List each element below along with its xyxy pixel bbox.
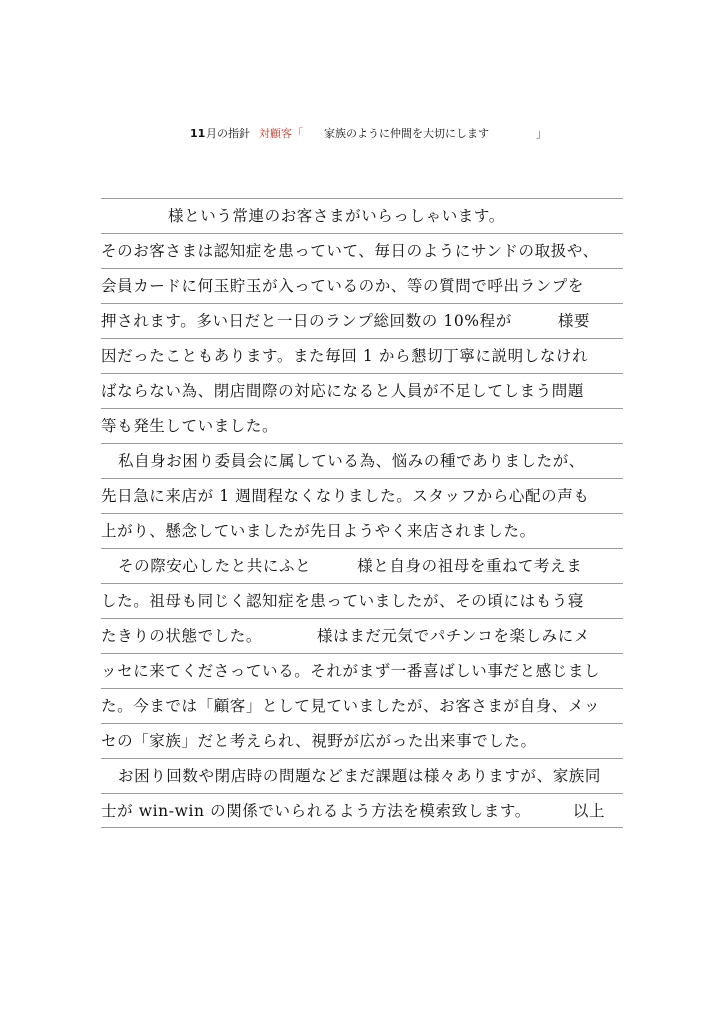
line-segment: た。今までは「顧客」として見ていましたが、お客さまが自身、メッ: [101, 697, 601, 715]
line-segment: 因だったこともあります。また毎回 1 から懇切丁寧に説明しなけれ: [101, 347, 589, 365]
text-line: [101, 443, 623, 478]
line-segment: お困り回数や閉店時の問題などまだ課題は様々ありますが、家族同: [118, 767, 602, 785]
text-line: [101, 723, 623, 758]
text-line: [101, 618, 623, 653]
lined-body: [101, 198, 623, 828]
line-segment: 等も発生していました。: [101, 417, 279, 435]
text-line: [101, 478, 623, 513]
text-line: [101, 233, 623, 268]
line-segment: その際安心したと共にふと: [118, 557, 312, 575]
line-segment: 様という常連のお客さまがいらっしゃいます。: [168, 207, 505, 225]
line-segment: 様要: [557, 312, 591, 330]
text-line: [101, 338, 623, 373]
line-segment: そのお客さまは認知症を患っていて、毎日のようにサンドの取扱や、: [101, 242, 599, 260]
line-segment: 上がり、懸念していましたが先日ようやく来店されました。: [101, 522, 536, 540]
page-header: [0, 126, 724, 142]
theme-text: 家族のように仲間を大切にします: [324, 127, 489, 140]
text-line: [101, 688, 623, 723]
line-segment: ッセに来てくださっている。それがまず一番喜ばしい事だと感じまし: [101, 662, 601, 680]
line-segment: 以上: [572, 802, 606, 820]
text-line: [101, 303, 623, 338]
text-line: [101, 583, 623, 618]
line-segment: 先日急に来店が 1 週間程なくなりました。スタッフから心配の声も: [101, 487, 590, 505]
text-line: [101, 653, 623, 688]
line-segment: 会員カードに何玉貯玉が入っているのか、等の質問で呼出ランプを: [101, 277, 585, 295]
line-segment: 様はまだ元気でパチンコを楽しみにメ: [317, 627, 590, 645]
line-segment: 私自身お困り委員会に属している為、悩みの種でありましたが、: [118, 452, 585, 470]
text-line: [101, 268, 623, 303]
text-line: [101, 408, 623, 443]
line-segment: 押されます。多い日だと一日のランプ総回数の 10%程が: [101, 312, 512, 330]
text-line: [101, 758, 623, 793]
line-segment: セの「家族」だと考えられ、視野が広がった出来事でした。: [101, 732, 537, 750]
line-segment: 様と自身の祖母を重ねて考えま: [357, 557, 583, 575]
line-segment: 士が win-win の関係でいられるよう方法を模索致します。: [101, 802, 531, 820]
line-segment: たきりの状態でした。: [101, 627, 263, 645]
text-line: [101, 373, 623, 408]
line-segment: した。祖母も同じく認知症を患っていましたが、その頃にはもう寝: [101, 592, 585, 610]
text-line: [101, 548, 623, 583]
theme-close-bracket: 」: [536, 127, 547, 140]
month-label: 月の指針: [206, 127, 250, 140]
category-label: 対顧客「: [259, 127, 303, 140]
month-number: 11: [190, 127, 206, 140]
text-line: [101, 513, 623, 548]
line-segment: ばならない為、閉店間際の対応になると人員が不足してしまう問題: [101, 382, 585, 400]
text-line: [101, 793, 623, 828]
text-line: [101, 198, 623, 233]
